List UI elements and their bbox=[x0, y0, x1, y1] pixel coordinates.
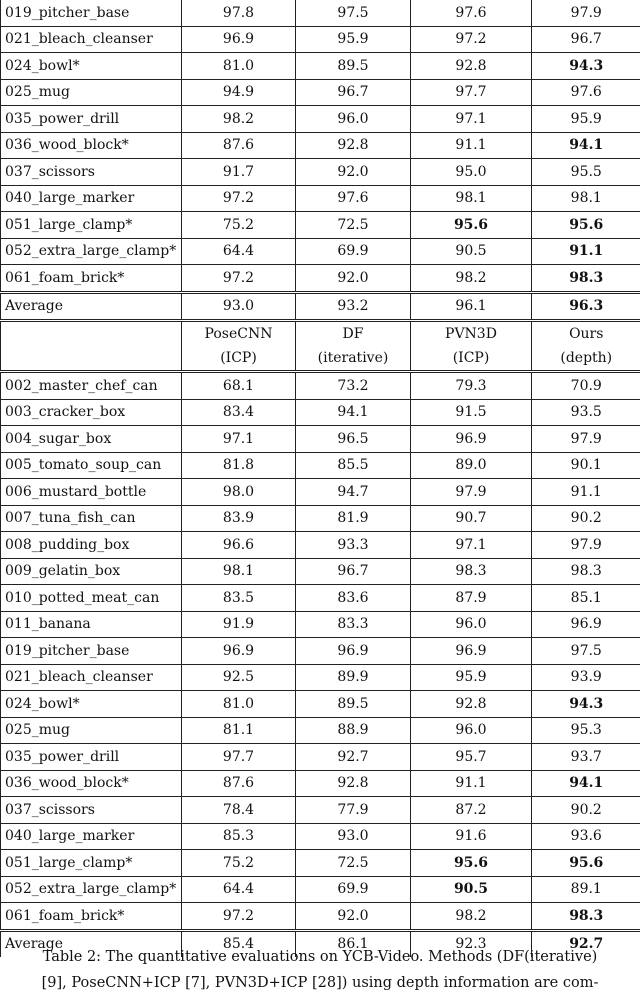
value-cell: 96.7 bbox=[296, 558, 411, 585]
best-value: 94.3 bbox=[569, 58, 603, 74]
best-value: 96.3 bbox=[569, 298, 603, 314]
value-cell: 97.8 bbox=[182, 0, 296, 26]
value-cell bbox=[532, 850, 640, 877]
value-cell: 95.9 bbox=[296, 26, 411, 53]
value-cell bbox=[532, 770, 640, 797]
best-value: 95.6 bbox=[569, 217, 603, 233]
value-cell: 86.1 bbox=[296, 930, 411, 957]
table-row bbox=[1, 638, 640, 665]
value-cell: 96.7 bbox=[532, 26, 640, 53]
value-cell: 70.9 bbox=[532, 372, 640, 400]
object-name-cell: 019_pitcher_base bbox=[1, 638, 182, 665]
table-row bbox=[1, 876, 640, 903]
value-cell bbox=[532, 691, 640, 718]
value-cell: 68.1 bbox=[182, 372, 296, 400]
value-cell: 97.9 bbox=[532, 426, 640, 453]
value-cell: 98.1 bbox=[182, 558, 296, 585]
value-cell: 93.9 bbox=[532, 664, 640, 691]
value-cell: 92.5 bbox=[182, 664, 296, 691]
value-cell: 78.4 bbox=[182, 797, 296, 824]
value-cell bbox=[532, 292, 640, 321]
method-variant: (iterative) bbox=[300, 346, 406, 370]
value-cell: 92.0 bbox=[296, 265, 411, 293]
object-name-cell: 052_extra_large_clamp* bbox=[1, 238, 182, 265]
table-row bbox=[1, 238, 640, 265]
value-cell: 87.9 bbox=[411, 585, 532, 612]
value-cell: 85.1 bbox=[532, 585, 640, 612]
value-cell: 96.1 bbox=[411, 292, 532, 321]
value-cell: 96.6 bbox=[182, 532, 296, 559]
best-value: 98.3 bbox=[569, 270, 603, 286]
object-name-cell: 051_large_clamp* bbox=[1, 850, 182, 877]
value-cell: 81.0 bbox=[182, 691, 296, 718]
object-name-cell: 024_bowl* bbox=[1, 53, 182, 80]
value-cell: 94.7 bbox=[296, 479, 411, 506]
value-cell: 97.2 bbox=[182, 265, 296, 293]
table-row bbox=[1, 479, 640, 506]
value-cell: 91.1 bbox=[532, 479, 640, 506]
object-name-cell: 035_power_drill bbox=[1, 106, 182, 133]
value-cell: 93.3 bbox=[296, 532, 411, 559]
object-name-cell: 052_extra_large_clamp* bbox=[1, 876, 182, 903]
value-cell: 97.6 bbox=[411, 0, 532, 26]
caption-line-2: [9], PoseCNN+ICP [7], PVN3D+ICP [28]) using depth information are com- bbox=[0, 970, 640, 996]
value-cell: 69.9 bbox=[296, 238, 411, 265]
method-variant: (ICP) bbox=[186, 346, 291, 370]
value-cell: 72.5 bbox=[296, 212, 411, 239]
table-row bbox=[1, 399, 640, 426]
table-row bbox=[1, 53, 640, 80]
method-variant: (depth) bbox=[536, 346, 637, 370]
table-row bbox=[1, 585, 640, 612]
value-cell: 96.9 bbox=[532, 611, 640, 638]
value-cell: 85.4 bbox=[182, 930, 296, 957]
value-cell: 97.6 bbox=[532, 79, 640, 106]
table-row bbox=[1, 691, 640, 718]
value-cell: 96.9 bbox=[182, 26, 296, 53]
value-cell: 97.1 bbox=[182, 426, 296, 453]
value-cell: 69.9 bbox=[296, 876, 411, 903]
object-name-cell: 003_cracker_box bbox=[1, 399, 182, 426]
best-value: 91.1 bbox=[569, 243, 603, 259]
table-row bbox=[1, 159, 640, 186]
value-cell: 89.5 bbox=[296, 53, 411, 80]
value-cell: 97.9 bbox=[532, 0, 640, 26]
value-cell bbox=[532, 265, 640, 293]
value-cell: 97.2 bbox=[182, 185, 296, 212]
value-cell: 83.4 bbox=[182, 399, 296, 426]
value-cell: 85.5 bbox=[296, 452, 411, 479]
method-name: PoseCNN bbox=[186, 322, 291, 346]
value-cell: 92.3 bbox=[411, 930, 532, 957]
best-value: 90.5 bbox=[454, 881, 488, 897]
value-cell: 90.7 bbox=[411, 505, 532, 532]
value-cell: 97.7 bbox=[182, 744, 296, 771]
value-cell: 97.2 bbox=[411, 26, 532, 53]
table-header-row bbox=[1, 321, 640, 372]
object-name-cell: 011_banana bbox=[1, 611, 182, 638]
value-cell: 95.5 bbox=[532, 159, 640, 186]
best-value: 94.1 bbox=[569, 775, 603, 791]
table-row bbox=[1, 292, 640, 321]
value-cell: 81.9 bbox=[296, 505, 411, 532]
best-value: 92.7 bbox=[569, 936, 603, 952]
value-cell: 90.1 bbox=[532, 452, 640, 479]
object-name-cell: 035_power_drill bbox=[1, 744, 182, 771]
value-cell: 96.0 bbox=[296, 106, 411, 133]
table-row bbox=[1, 744, 640, 771]
best-value: 95.6 bbox=[454, 217, 488, 233]
value-cell: 91.7 bbox=[182, 159, 296, 186]
value-cell: 97.5 bbox=[532, 638, 640, 665]
value-cell bbox=[411, 850, 532, 877]
value-cell: 98.3 bbox=[411, 558, 532, 585]
object-name-cell: 010_potted_meat_can bbox=[1, 585, 182, 612]
object-name-cell: 025_mug bbox=[1, 717, 182, 744]
object-name-cell: 024_bowl* bbox=[1, 691, 182, 718]
value-cell: 92.0 bbox=[296, 903, 411, 931]
table-row bbox=[1, 558, 640, 585]
value-cell: 90.5 bbox=[411, 238, 532, 265]
value-cell bbox=[532, 53, 640, 80]
value-cell: 98.1 bbox=[411, 185, 532, 212]
object-name-cell: 008_pudding_box bbox=[1, 532, 182, 559]
value-cell bbox=[532, 903, 640, 931]
value-cell: 93.2 bbox=[296, 292, 411, 321]
object-name-cell: 007_tuna_fish_can bbox=[1, 505, 182, 532]
value-cell: 91.5 bbox=[411, 399, 532, 426]
method-header-cell bbox=[532, 321, 640, 372]
table-row bbox=[1, 505, 640, 532]
value-cell: 79.3 bbox=[411, 372, 532, 400]
object-name-cell: 009_gelatin_box bbox=[1, 558, 182, 585]
method-variant: (ICP) bbox=[415, 346, 527, 370]
table-row bbox=[1, 426, 640, 453]
value-cell: 97.9 bbox=[411, 479, 532, 506]
value-cell: 81.8 bbox=[182, 452, 296, 479]
value-cell: 97.1 bbox=[411, 532, 532, 559]
value-cell: 95.3 bbox=[532, 717, 640, 744]
table-row bbox=[1, 372, 640, 400]
table-row bbox=[1, 0, 640, 26]
value-cell: 64.4 bbox=[182, 876, 296, 903]
value-cell: 93.5 bbox=[532, 399, 640, 426]
value-cell: 92.8 bbox=[296, 132, 411, 159]
method-name: PVN3D bbox=[415, 322, 527, 346]
value-cell: 97.6 bbox=[296, 185, 411, 212]
value-cell: 93.0 bbox=[182, 292, 296, 321]
method-name: DF bbox=[300, 322, 406, 346]
method-header-cell bbox=[182, 321, 296, 372]
value-cell: 92.0 bbox=[296, 159, 411, 186]
value-cell: 89.9 bbox=[296, 664, 411, 691]
value-cell: 94.1 bbox=[296, 399, 411, 426]
value-cell: 92.8 bbox=[411, 691, 532, 718]
value-cell: 98.2 bbox=[411, 265, 532, 293]
table-row bbox=[1, 185, 640, 212]
value-cell: 98.2 bbox=[411, 903, 532, 931]
value-cell: 96.5 bbox=[296, 426, 411, 453]
value-cell: 77.9 bbox=[296, 797, 411, 824]
value-cell bbox=[411, 876, 532, 903]
value-cell: 96.9 bbox=[182, 638, 296, 665]
value-cell: 87.2 bbox=[411, 797, 532, 824]
best-value: 95.6 bbox=[569, 855, 603, 871]
value-cell: 75.2 bbox=[182, 212, 296, 239]
table-row bbox=[1, 532, 640, 559]
value-cell: 92.8 bbox=[296, 770, 411, 797]
object-name-cell: 061_foam_brick* bbox=[1, 265, 182, 293]
object-name-cell: 004_sugar_box bbox=[1, 426, 182, 453]
value-cell: 90.2 bbox=[532, 797, 640, 824]
value-cell: 96.0 bbox=[411, 717, 532, 744]
object-name-cell: 040_large_marker bbox=[1, 185, 182, 212]
table-row bbox=[1, 212, 640, 239]
object-name-cell: Average bbox=[1, 930, 182, 957]
value-cell: 87.6 bbox=[182, 132, 296, 159]
method-name: Ours bbox=[536, 322, 637, 346]
table-row bbox=[1, 452, 640, 479]
table-row bbox=[1, 26, 640, 53]
object-name-cell: 036_wood_block* bbox=[1, 132, 182, 159]
value-cell: 89.5 bbox=[296, 691, 411, 718]
table-row bbox=[1, 664, 640, 691]
method-header-cell bbox=[411, 321, 532, 372]
value-cell: 95.9 bbox=[532, 106, 640, 133]
object-name-cell: 037_scissors bbox=[1, 159, 182, 186]
value-cell: 95.7 bbox=[411, 744, 532, 771]
value-cell: 93.7 bbox=[532, 744, 640, 771]
value-cell: 95.9 bbox=[411, 664, 532, 691]
value-cell: 97.5 bbox=[296, 0, 411, 26]
value-cell: 92.7 bbox=[296, 744, 411, 771]
table-row bbox=[1, 265, 640, 293]
value-cell: 90.2 bbox=[532, 505, 640, 532]
object-name-cell: 019_pitcher_base bbox=[1, 0, 182, 26]
value-cell bbox=[532, 212, 640, 239]
value-cell: 91.9 bbox=[182, 611, 296, 638]
value-cell: 89.0 bbox=[411, 452, 532, 479]
table-row bbox=[1, 797, 640, 824]
value-cell: 81.0 bbox=[182, 53, 296, 80]
object-name-cell: Average bbox=[1, 292, 182, 321]
value-cell: 98.0 bbox=[182, 479, 296, 506]
object-name-cell: 061_foam_brick* bbox=[1, 903, 182, 931]
best-value: 98.3 bbox=[569, 908, 603, 924]
value-cell: 75.2 bbox=[182, 850, 296, 877]
object-name-cell: 036_wood_block* bbox=[1, 770, 182, 797]
value-cell: 96.9 bbox=[296, 638, 411, 665]
value-cell: 97.2 bbox=[182, 903, 296, 931]
table-row bbox=[1, 823, 640, 850]
table-row bbox=[1, 770, 640, 797]
object-name-cell: 021_bleach_cleanser bbox=[1, 664, 182, 691]
value-cell: 96.7 bbox=[296, 79, 411, 106]
caption-line-1: Table 2: The quantitative evaluations on YCB-Video. Methods (DF(iterative) bbox=[0, 944, 640, 970]
value-cell: 72.5 bbox=[296, 850, 411, 877]
value-cell: 64.4 bbox=[182, 238, 296, 265]
value-cell: 93.6 bbox=[532, 823, 640, 850]
value-cell: 96.9 bbox=[411, 638, 532, 665]
header-blank-cell bbox=[1, 321, 182, 372]
table-row bbox=[1, 132, 640, 159]
value-cell: 93.0 bbox=[296, 823, 411, 850]
value-cell: 83.9 bbox=[182, 505, 296, 532]
value-cell: 96.9 bbox=[411, 426, 532, 453]
table-row bbox=[1, 717, 640, 744]
best-value: 95.6 bbox=[454, 855, 488, 871]
value-cell bbox=[532, 238, 640, 265]
table-row bbox=[1, 106, 640, 133]
value-cell: 81.1 bbox=[182, 717, 296, 744]
value-cell: 97.9 bbox=[532, 532, 640, 559]
value-cell bbox=[411, 212, 532, 239]
table-caption bbox=[0, 944, 640, 996]
value-cell: 91.1 bbox=[411, 770, 532, 797]
value-cell: 98.1 bbox=[532, 185, 640, 212]
object-name-cell: 006_mustard_bottle bbox=[1, 479, 182, 506]
object-name-cell: 040_large_marker bbox=[1, 823, 182, 850]
value-cell: 98.3 bbox=[532, 558, 640, 585]
value-cell: 85.3 bbox=[182, 823, 296, 850]
object-name-cell: 021_bleach_cleanser bbox=[1, 26, 182, 53]
value-cell: 83.3 bbox=[296, 611, 411, 638]
object-name-cell: 051_large_clamp* bbox=[1, 212, 182, 239]
value-cell: 94.9 bbox=[182, 79, 296, 106]
value-cell: 97.1 bbox=[411, 106, 532, 133]
value-cell: 92.8 bbox=[411, 53, 532, 80]
object-name-cell: 025_mug bbox=[1, 79, 182, 106]
table-row bbox=[1, 611, 640, 638]
value-cell: 96.0 bbox=[411, 611, 532, 638]
value-cell: 97.7 bbox=[411, 79, 532, 106]
value-cell: 91.1 bbox=[411, 132, 532, 159]
method-header-cell bbox=[296, 321, 411, 372]
value-cell: 89.1 bbox=[532, 876, 640, 903]
table-row bbox=[1, 850, 640, 877]
value-cell: 95.0 bbox=[411, 159, 532, 186]
value-cell bbox=[532, 132, 640, 159]
value-cell: 73.2 bbox=[296, 372, 411, 400]
best-value: 94.3 bbox=[569, 696, 603, 712]
value-cell: 83.5 bbox=[182, 585, 296, 612]
value-cell: 87.6 bbox=[182, 770, 296, 797]
value-cell: 83.6 bbox=[296, 585, 411, 612]
best-value: 94.1 bbox=[569, 137, 603, 153]
object-name-cell: 002_master_chef_can bbox=[1, 372, 182, 400]
table-row bbox=[1, 903, 640, 931]
table-row bbox=[1, 79, 640, 106]
value-cell: 91.6 bbox=[411, 823, 532, 850]
value-cell: 98.2 bbox=[182, 106, 296, 133]
object-name-cell: 037_scissors bbox=[1, 797, 182, 824]
results-table-body bbox=[1, 0, 640, 957]
object-name-cell: 005_tomato_soup_can bbox=[1, 452, 182, 479]
value-cell: 88.9 bbox=[296, 717, 411, 744]
